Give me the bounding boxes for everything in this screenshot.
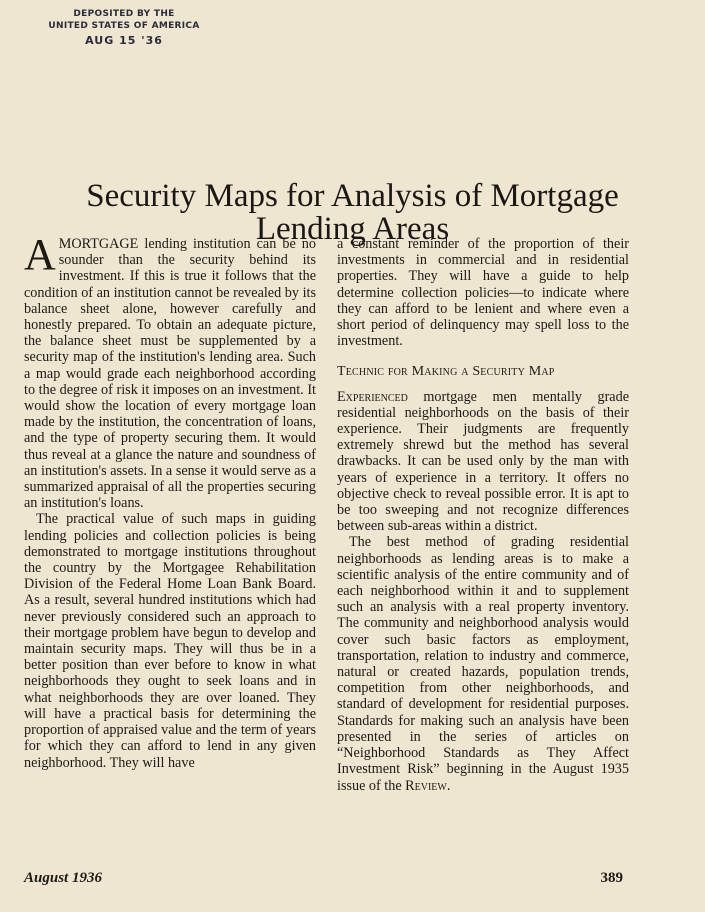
paragraph-practical-value: The practical value of such maps in guiding lending policies and collection policies is being demonstrated to mortgage institutions throughout the country by the Mortgagee Rehabilitation Division of the Federal Home Loan Bank Board. As a result, several hundred institutions which had never previously considered such an approach to their mortgage problem have begun to develop and maintain security maps. They will thus be in a better position than ever before to know in what neighborhoods they ought to seek loans and in what neighborhoods they are over loaned. They will have a practical basis for determining the proportion of appraised value and the term of years for which they can afford to lend in any given neighborhood. They will have	[24, 511, 316, 771]
intro-first-word: MORTGAGE	[58, 236, 139, 252]
stamp-line-1: DEPOSITED BY THE	[73, 9, 175, 19]
review-word: Review.	[405, 777, 451, 794]
intro-text: lending institution can be no sounder than the security behind its investment. If this is true it follows that the condition of an institution cannot be revealed by its balance sheet alone, however carefully and honestly prepared. To obtain an adequate picture, the balance sheet must be supplemented by a security map of the institution's lending area. Such a map would grade each neighborhood according to the degree of risk it imposes on an investment. It would show the location of every mortgage loan made by the institution, the concentration of loans, and the type of property securing them. It would thus reveal at a glance the nature and soundness of an institution's assets. In a sense it would serve as a summarized appraisal of all the properties securing an institution's loans.	[24, 236, 316, 512]
title-line-2: Lending Areas	[255, 211, 450, 248]
paragraph-experienced	[337, 389, 629, 535]
footer-date: August 1936	[24, 870, 102, 886]
title-line-1: Security Maps for Analysis of Mortgage	[86, 178, 619, 215]
deposit-stamp	[44, 8, 204, 47]
page-number: 389	[600, 870, 623, 886]
right-column	[337, 236, 629, 794]
stamp-line-2: UNITED STATES OF AMERICA	[48, 21, 200, 31]
page-footer	[24, 870, 623, 887]
drop-cap: A	[24, 230, 56, 279]
experienced-lead: Experienced	[337, 388, 408, 405]
stamp-date: AUG 15 '36	[85, 34, 163, 47]
paragraph-continuation: a constant reminder of the proportion of their investments in commercial and in residential properties. They will have a guide to help determine collection policies—to indicate where they can afford to be lenient and where even a short period of delinquency may spell loss to the investment.	[337, 236, 629, 350]
best-method-text: The best method of grading residential neighborhoods as lending areas is to make a scientific analysis of the entire community and of each neighborhood within it and to supplement such an analysis with a real property inventory. The community and neighborhood analysis would cover such basic factors as employment, transportation, relation to industry and commerce, natural or created hazards, population trends, competition from other neighborhoods, and standard of development for residential purposes. Standards for making such an analysis have been presented in the series of articles on “Neighborhood Standards as They Affect Investment Risk” beginning in the August 1935 issue of the	[337, 534, 629, 794]
paragraph-best-method	[337, 534, 629, 793]
left-column	[24, 230, 316, 771]
experienced-text: mortgage men mentally grade residential neighborhoods on the basis of their experience. Their judgments are frequently extremely shrewd but the method has several drawbacks. It can be used only by the man with years of experience in a territory. It offers no objective check to reveal possible error. It is apt to be too sweeping and not recognize differences between sub-areas within a district.	[337, 388, 629, 535]
section-heading: Technic for Making a Security Map	[337, 364, 555, 380]
paragraph-intro	[24, 230, 316, 512]
